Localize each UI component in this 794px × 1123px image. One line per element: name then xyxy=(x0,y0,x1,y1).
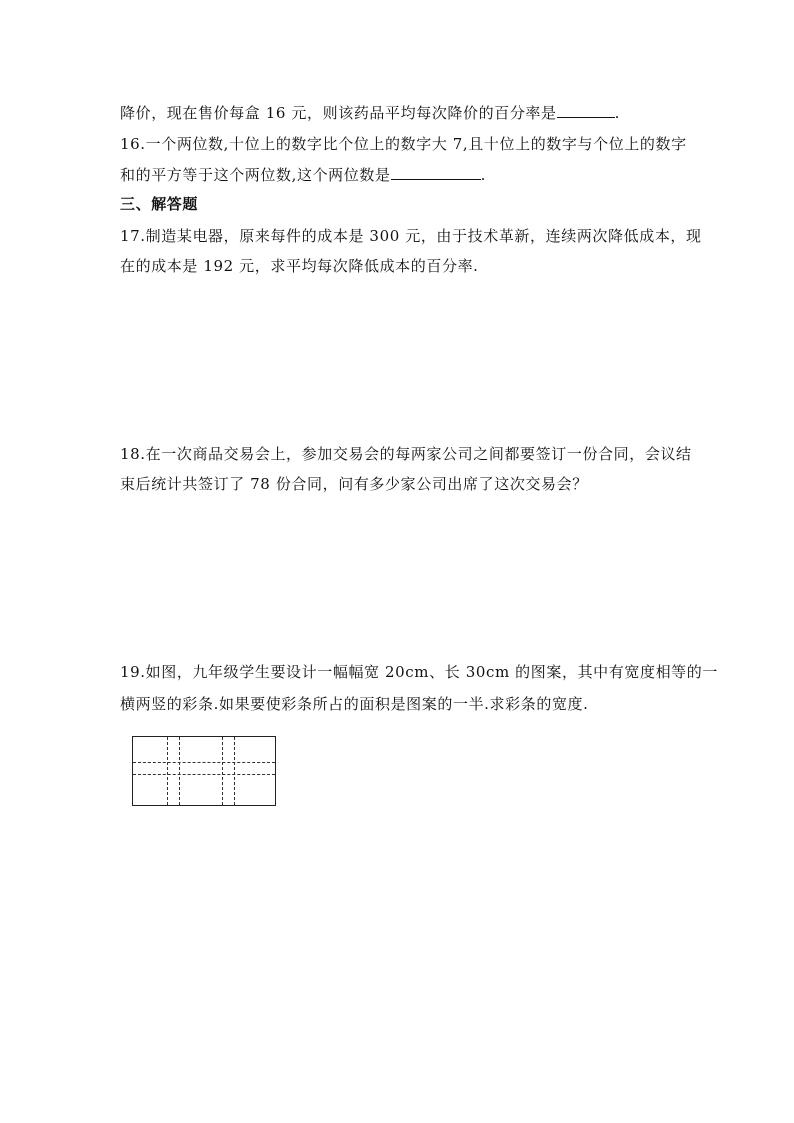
question-18-line2 xyxy=(120,474,588,494)
section-3-heading-text: 三、解答题 xyxy=(120,195,199,213)
vertical-stripe-1-left-edge xyxy=(167,737,168,805)
question-16-line1 xyxy=(120,134,687,154)
pattern-figure xyxy=(132,736,276,806)
question-16-line2 xyxy=(120,164,486,185)
question-18-line1 xyxy=(120,444,692,464)
q16-line2-text: 和的平方等于这个两位数,这个两位数是 xyxy=(120,166,391,184)
horizontal-stripe-top-edge xyxy=(133,762,275,763)
question-19-line1 xyxy=(120,662,718,682)
question-17-line1 xyxy=(120,226,702,246)
q17-line2-text: 在的成本是 192 元，求平均每次降低成本的百分率. xyxy=(120,257,479,275)
question-17-line2 xyxy=(120,256,479,276)
q18-line2-text: 束后统计共签订了 78 份合同，问有多少家公司出席了这次交易会？ xyxy=(120,475,588,493)
q15-end: . xyxy=(614,104,621,122)
q15-answer-blank[interactable] xyxy=(557,102,615,118)
q17-line1-text: 17.制造某电器，原来每件的成本是 300 元，由于技术革新，连续两次降低成本，现 xyxy=(120,227,702,245)
section-3-heading xyxy=(120,194,198,214)
q16-line1-text: 16.一个两位数,十位上的数字比个位上的数字大 7,且十位上的数字与个位上的数字 xyxy=(120,135,687,153)
vertical-stripe-1-right-edge xyxy=(179,737,180,805)
vertical-stripe-2-right-edge xyxy=(234,737,235,805)
q15-text: 降价，现在售价每盒 16 元，则该药品平均每次降价的百分率是 xyxy=(120,104,557,122)
question-15-tail xyxy=(120,102,620,123)
q16-end: . xyxy=(480,166,486,184)
q16-answer-blank[interactable] xyxy=(391,164,481,180)
q19-line2-text: 横两竖的彩条.如果要使彩条所占的面积是图案的一半.求彩条的宽度. xyxy=(120,695,589,713)
q19-line1-text: 19.如图，九年级学生要设计一幅幅宽 20cm、长 30cm 的图案，其中有宽度相等的一 xyxy=(120,663,718,681)
vertical-stripe-2-left-edge xyxy=(222,737,223,805)
q18-line1-text: 18.在一次商品交易会上，参加交易会的每两家公司之间都要签订一份合同，会议结 xyxy=(120,445,692,463)
horizontal-stripe-bottom-edge xyxy=(133,774,275,775)
question-19-line2 xyxy=(120,694,589,714)
